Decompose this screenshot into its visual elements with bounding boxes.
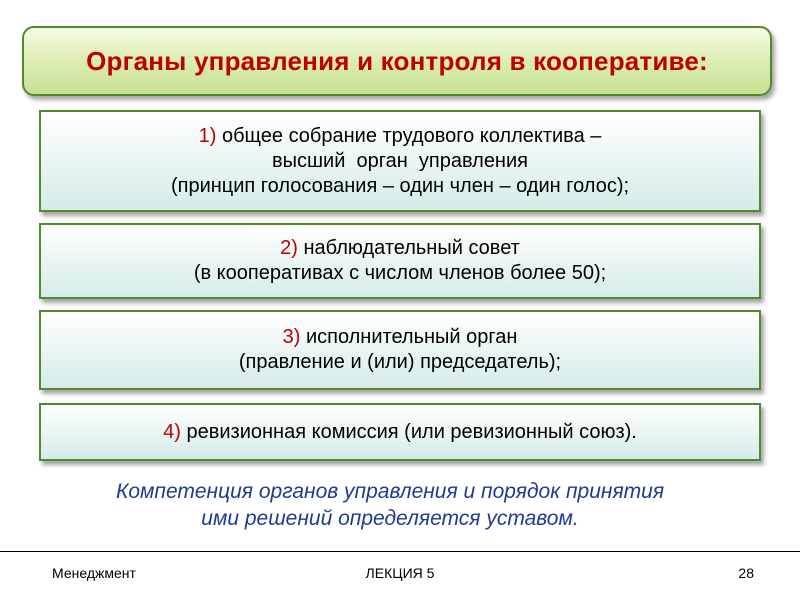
list-item-supervisory-board bbox=[39, 223, 761, 299]
item-text: (правление и (или) председатель); bbox=[238, 351, 562, 373]
item-text: общее собрание трудового коллектива – bbox=[221, 124, 602, 147]
slide-title-box bbox=[22, 26, 772, 96]
note-line: ими решений определяется уставом. bbox=[201, 507, 579, 530]
item-text: ревизионная комиссия (или ревизионный союз). bbox=[186, 420, 637, 443]
slide-title: Органы управления и контроля в кооперативе: bbox=[86, 45, 708, 76]
item-number: 4) bbox=[163, 420, 181, 443]
note-line: Компетенция органов управления и порядок принятия bbox=[115, 480, 665, 503]
footer-page-number: 28 bbox=[738, 565, 754, 581]
item-text: (принцип голосования – один член – один голос); bbox=[170, 174, 630, 197]
list-item-executive-body bbox=[39, 310, 761, 390]
item-number: 3) bbox=[282, 326, 301, 348]
item-text: высший орган управления bbox=[272, 149, 528, 172]
item-text: исполнительный орган bbox=[305, 326, 518, 348]
list-item-line bbox=[199, 124, 602, 149]
list-item-line bbox=[283, 325, 518, 350]
footer-divider bbox=[0, 551, 800, 552]
list-item-general-meeting bbox=[39, 110, 761, 212]
item-text: (в кооперативах с числом членов более 50); bbox=[193, 262, 607, 284]
item-number: 2) bbox=[280, 237, 298, 259]
list-item-line bbox=[280, 236, 520, 261]
footer-lecture: ЛЕКЦИЯ 5 bbox=[365, 565, 435, 581]
list-item-audit-commission bbox=[39, 403, 761, 461]
item-number: 1) bbox=[198, 124, 217, 147]
list-item-line bbox=[163, 420, 637, 445]
competence-note bbox=[0, 478, 780, 532]
footer-course-name: Менеджмент bbox=[52, 565, 136, 581]
item-text: наблюдательный совет bbox=[303, 237, 520, 259]
